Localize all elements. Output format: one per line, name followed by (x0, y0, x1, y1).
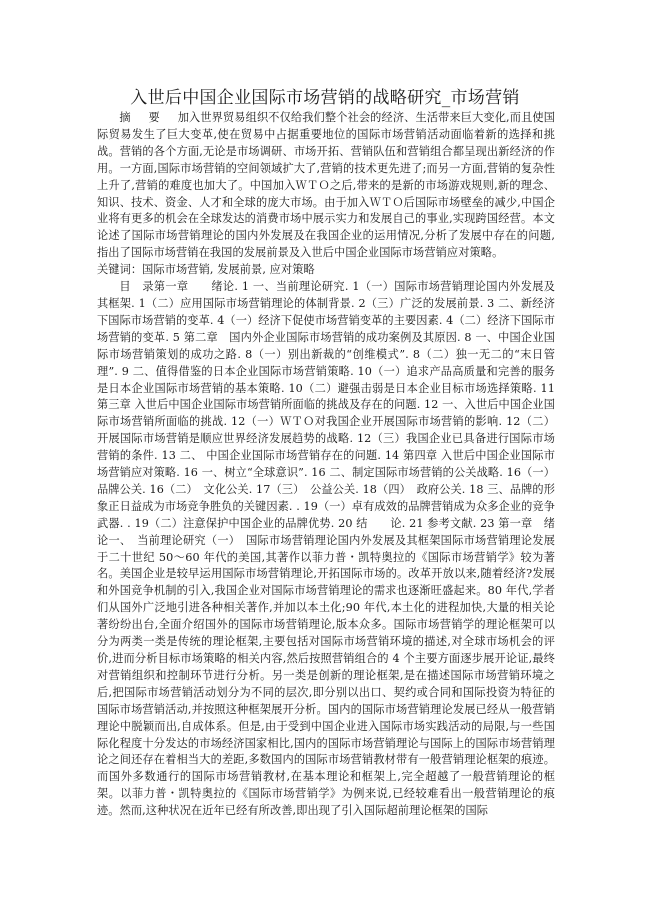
keywords-line: 关键词：国际市场营销, 发展前景, 应对策略 (97, 263, 315, 277)
abstract-text: 加入世界贸易组织不仅给我们整个社会的经济、生活带来巨大变化,而且使国际贸易发生了巨大变革,使在贸易中占据重要地位的国际市场营销活动面临着新的选择和挑战。营销的各个方面,无论是市场调研、市场开拓、营销队伍和营销组合都呈现出新经济的作用。一方面,国际市场营销的空间领域扩大了,营销的技术更先进了;而另一方面,营销的复杂性上升了,营销的难度也加大了。中国加入ＷＴＯ之后,带来的是新的市场游戏规则,新的理念、知识、技术、资金、人才和全球的庞大市场。由于加入ＷＴＯ后国际市场壁垒的减少,中国企业将有更多的机会在全球发达的消费市场中展示实力和发展自己的事业,实现跨国经营。本文论述了国际市场营销理论的国内外发展及在我国企业的运用情况,分析了发展中存在的问题,指出了国际市场营销在我国的发展前景及入世后中国企业国际市场营销应对策略。 (97, 111, 555, 260)
document-body (97, 110, 555, 820)
abstract-paragraph (97, 110, 555, 262)
abstract-label: 摘要 (119, 111, 178, 124)
document-title: 入世后中国企业国际市场营销的战略研究_市场营销 (130, 88, 520, 108)
table-of-contents: 目 录第一章 绪论. 1 一、当前理论研究. 1（一）国际市场营销理论国内外发展及其框架. 1（二）应用国际市场营销理论的体制背景. 2（三）广泛的发展前景. 3 二、新经济下国际市场营销的变革. 4（一）经济下促使市场营销变革的主要因素. 4（二）经济下国际市场营销的变革. 5 第二章 国内外企业国际市场营销的成功案例及其原因. 8 一、中国企业国际市场营销策划的成功之路. 8（一）别出新裁的“创维模式”. 8（二）独一无二的“末日管理”. 9 二、值得借鉴的日本企业国际市场营销策略. 10（一）追求产品高质量和完善的服务是日本企业国际市场营销的基本策略. 10（二）避强击弱是日本企业目标市场选择策略. 11 第三章 入世后中国企业国际市场营销所面临的挑战及存在的问题. 12 一、入世后中国企业国际市场营销所面临的挑战. 12（一）ＷＴＯ对我国企业开展国际市场营销的影响. 12（二）开展国际市场营销是顺应世界经济发展趋势的战略. 12（三）我国企业已具备进行国际市场营销的条件. 13 二、 中国企业国际市场营销存在的问题. 14 第四章 入世后中国企业国际市场营销应对策略. 16 一、树立“全球意识”. 16 二、制定国际市场营销的公关战略. 16（一）品牌公关. 16（二） 文化公关. 17（三） 公益公关. 18（四） 政府公关. 18 三、品牌的形象正日益成为市场竞争胜负的关键因素. . 19（一）卓有成效的品牌营销成为众多企业的竞争武器. . 19（二）注意保护中国企业的品牌优势. 20 结 论. 21 参考文献. 23 第一章 绪论一、 当前理论研究（一） 国际市场营销理论国内外发展及其框架国际市场营销理论发展于二十世纪 50～60 年代的美国,其著作以菲力普・凯特奥拉的《国际市场营销学》较为著名。美国企业是较早运用国际市场营销理论,开拓国际市场的。改革开放以来,随着经济?发展和外国竞争机制的引入,我国企业对国际市场营销理论的需求也逐渐旺盛起来。80 年代,学者们从国外广泛地引进各种相关著作,并加以本土化;90 年代,本土化的进程加快,大量的相关论著纷纷出台,全面介绍国外的国际市场营销理论,版本众多。国际市场营销学的理论框架可以分为两类一类是传统的理论框架,主要包括对国际市场营销环境的描述,对全球市场机会的评价,进而分析目标市场策略的相关内容,然后按照营销组合的 4 个主要方面逐步展开论证,最终对营销组织和控制环节进行分析。另一类是创新的理论框架,是在描述国际市场营销环境之后,把国际市场营销活动划分为不同的层次,即分别以出口、契约或合同和国际投资为特征的国际市场营销活动,并按照这种框架展开分析。国内的国际市场营销理论发展已经从一般营销理论中脱颖而出,自成体系。但是,由于受到中国企业进入国际市场实践活动的局限,与一些国际化程度十分发达的市场经济国家相比,国内的国际市场营销理论与国际上的国际市场营销理论之间还存在着相当大的差距,多数国内的国际市场营销教材带有一般营销理论框架的痕迹。而国外多数通行的国际市场营销教材,在基本理论和框架上,完全超越了一般营销理论的框架。以菲力普・凯特奥拉的《国际市场营销学》为例来说,已经较难看出一般营销理论的痕迹。然而,这种状况在近年已经有所改善,即出现了引入国际超前理论框架的国际 (97, 280, 555, 818)
